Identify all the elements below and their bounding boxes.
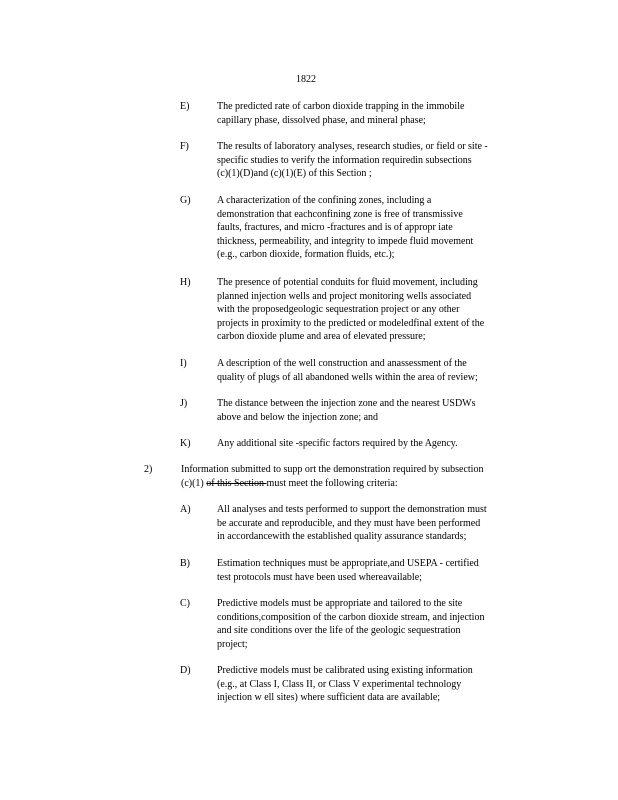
item-text-line: The presence of potential conduits for fluid movement, including [217,277,478,288]
item-text-line: (e.g., at Class I, Class II, or Class V experimental technology [217,678,462,690]
item-text-continuation: must meet the following criteria: [266,477,398,489]
item-text-line: The distance between the injection zone and the nearest USDWs [217,398,476,409]
item-text-line: quality of plugs of all abandoned wells within the area of review; [217,371,478,383]
item-text-line: in accordancewith the established quality assurance standards; [217,531,467,543]
item-text-line: injection w ell sites) where sufficient data are available; [217,692,441,704]
item-label: G) [180,195,191,206]
item-text-line: capillary phase, dissolved phase, and mineral phase; [217,114,426,126]
item-text-line: test protocols must have been used whereavailable; [217,571,422,583]
item-text-line: The predicted rate of carbon dioxide trapping in the immobile [217,101,465,112]
citation-text: (c)(1) [181,477,207,489]
item-text-line: be accurate and reproducible, and they must have been performed [217,517,481,529]
item-text-line: The results of laboratory analyses, research studies, or field or site - [217,141,488,152]
item-text-line: demonstration that eachconfining zone is free of transmissive [217,208,463,220]
item-text-line: specific studies to verify the information requiredin subsections [217,154,472,166]
item-text-line: (c)(1)(D)and (c)(1)(E) of this Section ; [217,168,372,180]
item-text-line: projects in proximity to the predicted or modeledfinal extent of the [217,317,485,329]
item-label: 2) [144,464,153,475]
item-text-line: (e.g., carbon dioxide, formation fluids, etc.); [217,249,395,261]
item-text-line: A characterization of the confining zones, including a [217,195,432,206]
item-label: F) [180,141,189,152]
item-text-line: with the proposedgeologic sequestration project or any other [217,304,460,316]
item-label: H) [180,277,191,288]
item-label: C) [180,598,190,609]
item-text-line: conditions,composition of the carbon dioxide stream, and injection [217,611,485,623]
item-label: K) [180,438,191,449]
item-label: I) [180,358,187,369]
item-text-line: planned injection wells and project monitoring wells associated [217,290,472,302]
item-text-line [181,477,483,491]
item-text-line: Estimation techniques must be appropriate,and USEPA - certified [217,558,479,569]
item-text-line: carbon dioxide plume and area of elevated pressure; [217,331,426,343]
item-label: E) [180,101,190,112]
page-number: 1822 [296,74,316,85]
item-text-line: and site conditions over the life of the geologic sequestration [217,625,461,637]
struck-through-text: of this Section [206,477,267,489]
item-text-line: thickness, permeability, and integrity to impede fluid movement [217,235,474,247]
item-text-line: Information submitted to supp ort the demonstration required by subsection [181,464,484,475]
item-label: B) [180,558,190,569]
item-label: D) [180,665,191,676]
item-text-line: Any additional site -specific factors required by the Agency. [217,438,458,449]
item-label: J) [180,398,188,409]
item-text-line: Predictive models must be calibrated using existing information [217,665,473,676]
item-text-line: faults, fractures, and micro -fractures and is of appropr iate [217,222,453,234]
item-label: A) [180,504,191,515]
item-text-line: Predictive models must be appropriate and tailored to the site [217,598,463,609]
item-text-line: A description of the well construction and anassessment of the [217,358,467,369]
item-text-line: All analyses and tests performed to support the demonstration must [217,504,487,515]
item-text-line: above and below the injection zone; and [217,411,379,423]
item-text-line: project; [217,638,248,650]
